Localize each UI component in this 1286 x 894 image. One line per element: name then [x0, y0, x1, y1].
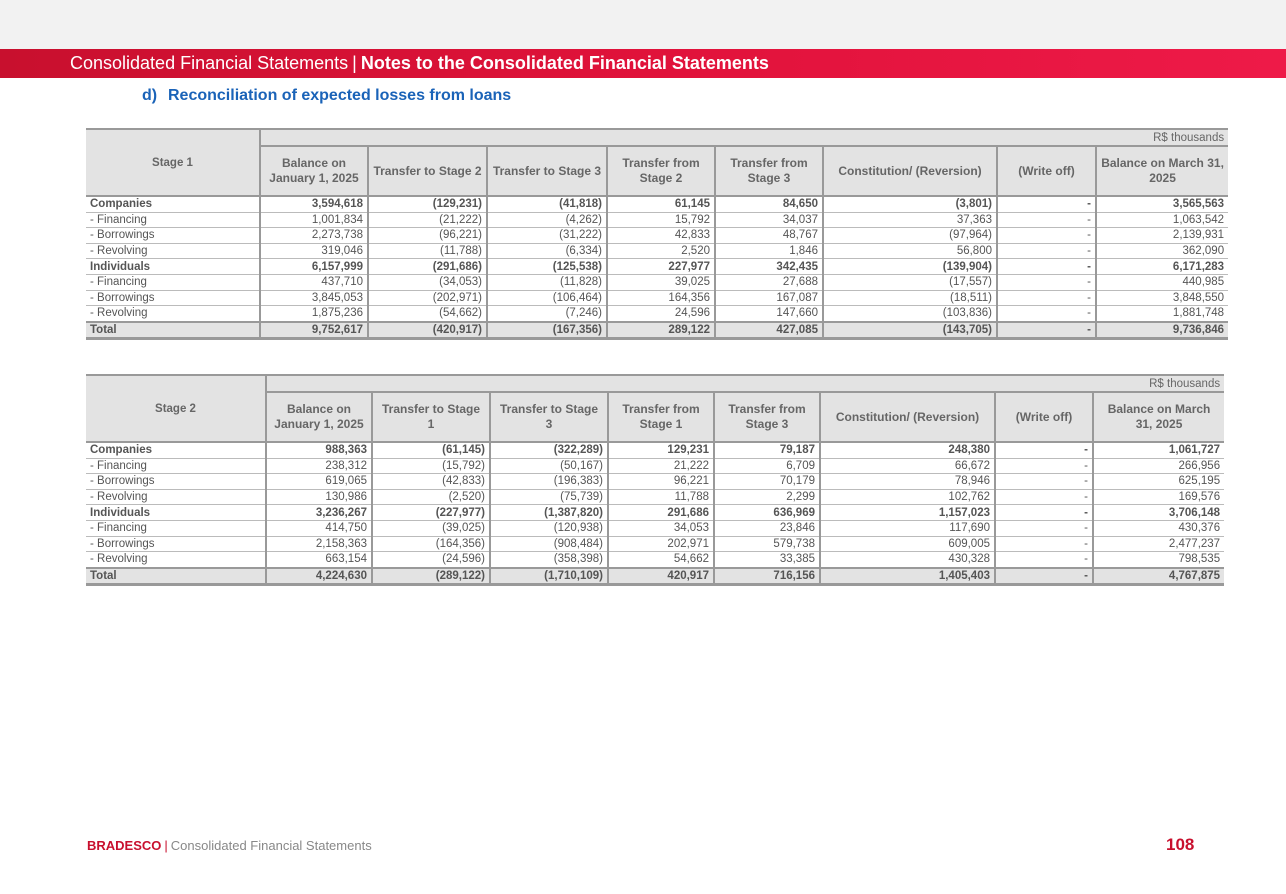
row-label: - Borrowings — [86, 536, 266, 552]
table-cell: 24,596 — [607, 306, 715, 322]
table-cell: 78,946 — [820, 474, 995, 490]
stage1-body — [86, 196, 1228, 338]
total-cell: 289,122 — [607, 322, 715, 339]
row-label: - Financing — [86, 520, 266, 536]
table-cell: (34,053) — [368, 274, 487, 290]
row-label: - Financing — [86, 458, 266, 474]
column-header: Transfer to Stage 2 — [368, 146, 487, 196]
column-header: Transfer from Stage 2 — [607, 146, 715, 196]
total-cell: 4,767,875 — [1093, 568, 1224, 585]
table-cell: (227,977) — [372, 505, 490, 521]
table-cell: (7,246) — [487, 306, 607, 322]
table-cell: 56,800 — [823, 243, 997, 259]
table-cell: 619,065 — [266, 474, 372, 490]
table-row — [86, 243, 1228, 259]
total-cell: 4,224,630 — [266, 568, 372, 585]
table-row — [86, 474, 1224, 490]
table-cell: - — [997, 290, 1096, 306]
table-cell: 3,565,563 — [1096, 196, 1228, 212]
total-row — [86, 322, 1228, 339]
table-cell: 117,690 — [820, 520, 995, 536]
footer-text: Consolidated Financial Statements — [170, 838, 372, 853]
table-cell: 798,535 — [1093, 552, 1224, 568]
total-cell: 427,085 — [715, 322, 823, 339]
table-cell: (322,289) — [490, 442, 608, 458]
table-cell: - — [995, 552, 1093, 568]
table-cell: 61,145 — [607, 196, 715, 212]
table-cell: 2,520 — [607, 243, 715, 259]
table-cell: 202,971 — [608, 536, 714, 552]
table-cell: (18,511) — [823, 290, 997, 306]
table-cell: (24,596) — [372, 552, 490, 568]
top-margin — [0, 0, 1286, 49]
table-row — [86, 196, 1228, 212]
total-cell: (167,356) — [487, 322, 607, 339]
table-cell: (11,828) — [487, 274, 607, 290]
row-label: Individuals — [86, 259, 260, 275]
table-cell: 1,001,834 — [260, 212, 368, 228]
table-cell: 625,195 — [1093, 474, 1224, 490]
table-cell: (6,334) — [487, 243, 607, 259]
table-cell: 130,986 — [266, 489, 372, 505]
table-cell: 48,767 — [715, 228, 823, 244]
table-cell: 79,187 — [714, 442, 820, 458]
table-cell: 1,063,542 — [1096, 212, 1228, 228]
table-cell: 342,435 — [715, 259, 823, 275]
table-row — [86, 306, 1228, 322]
table-cell: (196,383) — [490, 474, 608, 490]
table-cell: 579,738 — [714, 536, 820, 552]
total-cell: (143,705) — [823, 322, 997, 339]
table-cell: 39,025 — [607, 274, 715, 290]
table-cell: 636,969 — [714, 505, 820, 521]
table-cell: 663,154 — [266, 552, 372, 568]
table-cell: - — [995, 536, 1093, 552]
table-cell: (39,025) — [372, 520, 490, 536]
column-header: Transfer to Stage 3 — [487, 146, 607, 196]
table-cell: - — [995, 474, 1093, 490]
stage1-table — [86, 128, 1228, 340]
table-cell: 15,792 — [607, 212, 715, 228]
table-cell: (3,801) — [823, 196, 997, 212]
table-cell: 21,222 — [608, 458, 714, 474]
total-cell: 1,405,403 — [820, 568, 995, 585]
table-cell: 319,046 — [260, 243, 368, 259]
table-cell: 167,087 — [715, 290, 823, 306]
table-cell: 430,328 — [820, 552, 995, 568]
table-cell: 70,179 — [714, 474, 820, 490]
table-cell: (41,818) — [487, 196, 607, 212]
table-cell: 11,788 — [608, 489, 714, 505]
footer-separator: | — [164, 838, 168, 853]
table-cell: 609,005 — [820, 536, 995, 552]
table-cell: 2,139,931 — [1096, 228, 1228, 244]
table-cell: - — [995, 442, 1093, 458]
page-number: 108 — [1166, 835, 1195, 854]
table-cell: 33,385 — [714, 552, 820, 568]
table-cell: - — [997, 228, 1096, 244]
total-cell: 420,917 — [608, 568, 714, 585]
header-subsection: Notes to the Consolidated Financial Statements — [360, 53, 769, 73]
table-cell: 3,594,618 — [260, 196, 368, 212]
column-header: Transfer from Stage 3 — [715, 146, 823, 196]
table-cell: 3,236,267 — [266, 505, 372, 521]
table-cell: 291,686 — [608, 505, 714, 521]
table-cell: (129,231) — [368, 196, 487, 212]
column-header: (Write off) — [997, 146, 1096, 196]
table-cell: 430,376 — [1093, 520, 1224, 536]
table-cell: 437,710 — [260, 274, 368, 290]
total-cell: 716,156 — [714, 568, 820, 585]
table-cell: (908,484) — [490, 536, 608, 552]
table-cell: 362,090 — [1096, 243, 1228, 259]
row-label: - Financing — [86, 274, 260, 290]
table-cell: 34,053 — [608, 520, 714, 536]
column-header: Transfer from Stage 1 — [608, 392, 714, 442]
table-cell: (202,971) — [368, 290, 487, 306]
section-title-text: Reconciliation of expected losses from loans — [168, 87, 512, 104]
table-cell: 147,660 — [715, 306, 823, 322]
table-cell: (4,262) — [487, 212, 607, 228]
table-cell: 164,356 — [607, 290, 715, 306]
table-cell: 266,956 — [1093, 458, 1224, 474]
stage1-label: Stage 1 — [86, 129, 260, 196]
table-cell: (139,904) — [823, 259, 997, 275]
table-cell: (17,557) — [823, 274, 997, 290]
column-header: Transfer to Stage 3 — [490, 392, 608, 442]
table-cell: 169,576 — [1093, 489, 1224, 505]
table-cell: (103,836) — [823, 306, 997, 322]
table-cell: - — [995, 520, 1093, 536]
column-header: Transfer from Stage 3 — [714, 392, 820, 442]
table-cell: 2,158,363 — [266, 536, 372, 552]
table-cell: 54,662 — [608, 552, 714, 568]
table-cell: (61,145) — [372, 442, 490, 458]
table-cell: (15,792) — [372, 458, 490, 474]
table-cell: - — [997, 306, 1096, 322]
section-marker: d) — [142, 87, 158, 104]
table-cell: 27,688 — [715, 274, 823, 290]
table-cell: 6,709 — [714, 458, 820, 474]
table-cell: 440,985 — [1096, 274, 1228, 290]
table-cell: (21,222) — [368, 212, 487, 228]
table-row — [86, 290, 1228, 306]
table-row — [86, 552, 1224, 568]
table-cell: 1,846 — [715, 243, 823, 259]
table-row — [86, 489, 1224, 505]
row-label: - Revolving — [86, 243, 260, 259]
table-row — [86, 520, 1224, 536]
table-cell: (31,222) — [487, 228, 607, 244]
table-row — [86, 442, 1224, 458]
row-label: - Financing — [86, 212, 260, 228]
stage2-table — [86, 374, 1224, 586]
row-label: - Revolving — [86, 552, 266, 568]
footer — [87, 838, 372, 853]
column-header: Constitution/ (Reversion) — [820, 392, 995, 442]
row-label: - Revolving — [86, 489, 266, 505]
row-label: Companies — [86, 442, 266, 458]
table-cell: 227,977 — [607, 259, 715, 275]
table-cell: 129,231 — [608, 442, 714, 458]
table-row — [86, 505, 1224, 521]
table-cell: (106,464) — [487, 290, 607, 306]
table-cell: 96,221 — [608, 474, 714, 490]
table-cell: - — [997, 259, 1096, 275]
column-header: Balance on January 1, 2025 — [260, 146, 368, 196]
total-label: Total — [86, 322, 260, 339]
header-section: Consolidated Financial Statements — [70, 53, 349, 73]
table-cell: (96,221) — [368, 228, 487, 244]
table-cell: 6,157,999 — [260, 259, 368, 275]
table-cell: 248,380 — [820, 442, 995, 458]
stage1-unit: R$ thousands — [260, 129, 1228, 146]
table-cell: - — [997, 274, 1096, 290]
total-cell: (420,917) — [368, 322, 487, 339]
table-cell: (120,938) — [490, 520, 608, 536]
table-cell: 84,650 — [715, 196, 823, 212]
table-row — [86, 259, 1228, 275]
table-cell: (164,356) — [372, 536, 490, 552]
table-row — [86, 458, 1224, 474]
table-cell: 66,672 — [820, 458, 995, 474]
table-cell: (97,964) — [823, 228, 997, 244]
row-label: Individuals — [86, 505, 266, 521]
table-cell: - — [997, 243, 1096, 259]
table-cell: (125,538) — [487, 259, 607, 275]
table-cell: 1,157,023 — [820, 505, 995, 521]
column-header: Balance on January 1, 2025 — [266, 392, 372, 442]
total-cell: 9,752,617 — [260, 322, 368, 339]
table-cell: (291,686) — [368, 259, 487, 275]
table-cell: 2,273,738 — [260, 228, 368, 244]
table-cell: (1,387,820) — [490, 505, 608, 521]
stage2-body — [86, 442, 1224, 584]
column-header: Constitution/ (Reversion) — [823, 146, 997, 196]
section-title — [142, 87, 511, 105]
header-banner — [0, 49, 1286, 78]
row-label: Companies — [86, 196, 260, 212]
table-cell: 34,037 — [715, 212, 823, 228]
table-cell: 42,833 — [607, 228, 715, 244]
table-cell: 37,363 — [823, 212, 997, 228]
table-cell: 3,848,550 — [1096, 290, 1228, 306]
stage2-unit: R$ thousands — [266, 375, 1224, 392]
total-cell: 9,736,846 — [1096, 322, 1228, 339]
row-label: - Revolving — [86, 306, 260, 322]
table-cell: 1,875,236 — [260, 306, 368, 322]
table-cell: 3,845,053 — [260, 290, 368, 306]
table-cell: (42,833) — [372, 474, 490, 490]
table-cell: (54,662) — [368, 306, 487, 322]
table-cell: 3,706,148 — [1093, 505, 1224, 521]
table-row — [86, 212, 1228, 228]
table-cell: 414,750 — [266, 520, 372, 536]
row-label: - Borrowings — [86, 474, 266, 490]
table-row — [86, 536, 1224, 552]
table-cell: 1,881,748 — [1096, 306, 1228, 322]
table-cell: 102,762 — [820, 489, 995, 505]
table-cell: (2,520) — [372, 489, 490, 505]
table-cell: 1,061,727 — [1093, 442, 1224, 458]
table-cell: (50,167) — [490, 458, 608, 474]
total-cell: (1,710,109) — [490, 568, 608, 585]
column-header: Balance on March 31, 2025 — [1093, 392, 1224, 442]
table-cell: (11,788) — [368, 243, 487, 259]
total-cell: - — [995, 568, 1093, 585]
total-cell: - — [997, 322, 1096, 339]
table-cell: (75,739) — [490, 489, 608, 505]
table-cell: - — [997, 196, 1096, 212]
row-label: - Borrowings — [86, 290, 260, 306]
column-header: Transfer to Stage 1 — [372, 392, 490, 442]
total-label: Total — [86, 568, 266, 585]
total-row — [86, 568, 1224, 585]
table-row — [86, 274, 1228, 290]
footer-brand: BRADESCO — [87, 838, 162, 853]
table-cell: - — [995, 505, 1093, 521]
table-cell: 6,171,283 — [1096, 259, 1228, 275]
table-cell: - — [997, 212, 1096, 228]
row-label: - Borrowings — [86, 228, 260, 244]
table-cell: (358,398) — [490, 552, 608, 568]
table-cell: 2,299 — [714, 489, 820, 505]
stage2-label: Stage 2 — [86, 375, 266, 442]
table-cell: - — [995, 489, 1093, 505]
header-separator: | — [352, 53, 357, 73]
table-cell: 988,363 — [266, 442, 372, 458]
table-cell: 23,846 — [714, 520, 820, 536]
total-cell: (289,122) — [372, 568, 490, 585]
table-cell: 238,312 — [266, 458, 372, 474]
table-row — [86, 228, 1228, 244]
column-header: (Write off) — [995, 392, 1093, 442]
column-header: Balance on March 31, 2025 — [1096, 146, 1228, 196]
table-cell: - — [995, 458, 1093, 474]
table-cell: 2,477,237 — [1093, 536, 1224, 552]
